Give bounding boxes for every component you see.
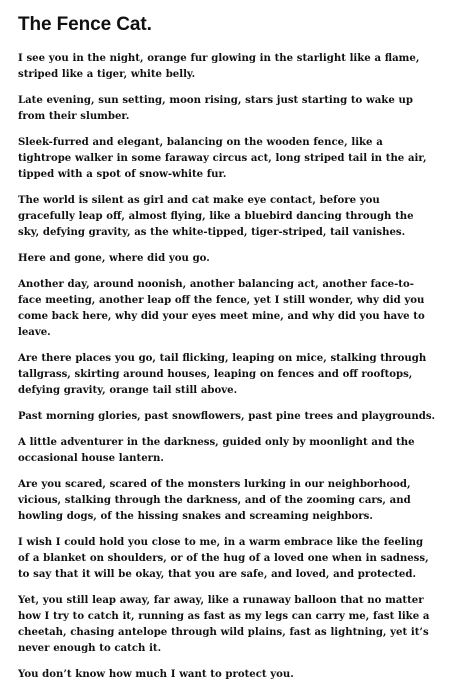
paragraph-3: Sleek-furred and elegant, balancing on the wooden fence, like a tightrope walker in some faraway circus act, long striped tail in the air, tipped with a spot of snow-white fur.	[18, 136, 427, 180]
paragraph-8: Past morning glories, past snowflowers, past pine trees and playgrounds.	[18, 410, 436, 422]
paragraph-9: A little adventurer in the darkness, guided only by moonlight and the occasional house lantern.	[18, 436, 415, 464]
paragraph-13: You don’t know how much I want to protect you.	[18, 668, 294, 680]
document-page	[18, 14, 436, 682]
paragraph-11: I wish I could hold you close to me, in a warm embrace like the feeling of a blanket on shoulders, or of the hug of a loved one when in sadness, to say that it will be okay, that you are safe, and loved, and protected.	[18, 536, 429, 580]
paragraph-6: Another day, around noonish, another balancing act, another face-to-face meeting, another leap off the fence, yet I still wonder, why did you come back here, why did your eyes meet mine, and why did you have to leave.	[18, 278, 425, 338]
paragraph-2: Late evening, sun setting, moon rising, stars just starting to wake up from their slumber.	[18, 94, 413, 122]
document-title: The Fence Cat.	[18, 14, 152, 35]
paragraph-4: The world is silent as girl and cat make eye contact, before you gracefully leap off, almost flying, like a bluebird dancing through the sky, defying gravity, as the white-tipped, tiger-striped, tail vanishes.	[18, 194, 414, 238]
paragraph-10: Are you scared, scared of the monsters lurking in our neighborhood, vicious, stalking through the darkness, and of the zooming cars, and howling dogs, of the hissing snakes and screaming neighbors.	[18, 478, 411, 522]
paragraph-7: Are there places you go, tail flicking, leaping on mice, stalking through tallgrass, skirting around houses, leaping on fences and off rooftops, defying gravity, orange tail still above.	[18, 352, 427, 396]
paragraph-12: Yet, you still leap away, far away, like a runaway balloon that no matter how I try to catch it, running as fast as my legs can carry me, fast like a cheetah, chasing antelope through wild plains, fast as lightning, yet it’s never enough to catch it.	[18, 594, 430, 654]
paragraph-5: Here and gone, where did you go.	[18, 252, 210, 264]
paragraph-1: I see you in the night, orange fur glowing in the starlight like a flame, striped like a tiger, white belly.	[18, 52, 420, 80]
